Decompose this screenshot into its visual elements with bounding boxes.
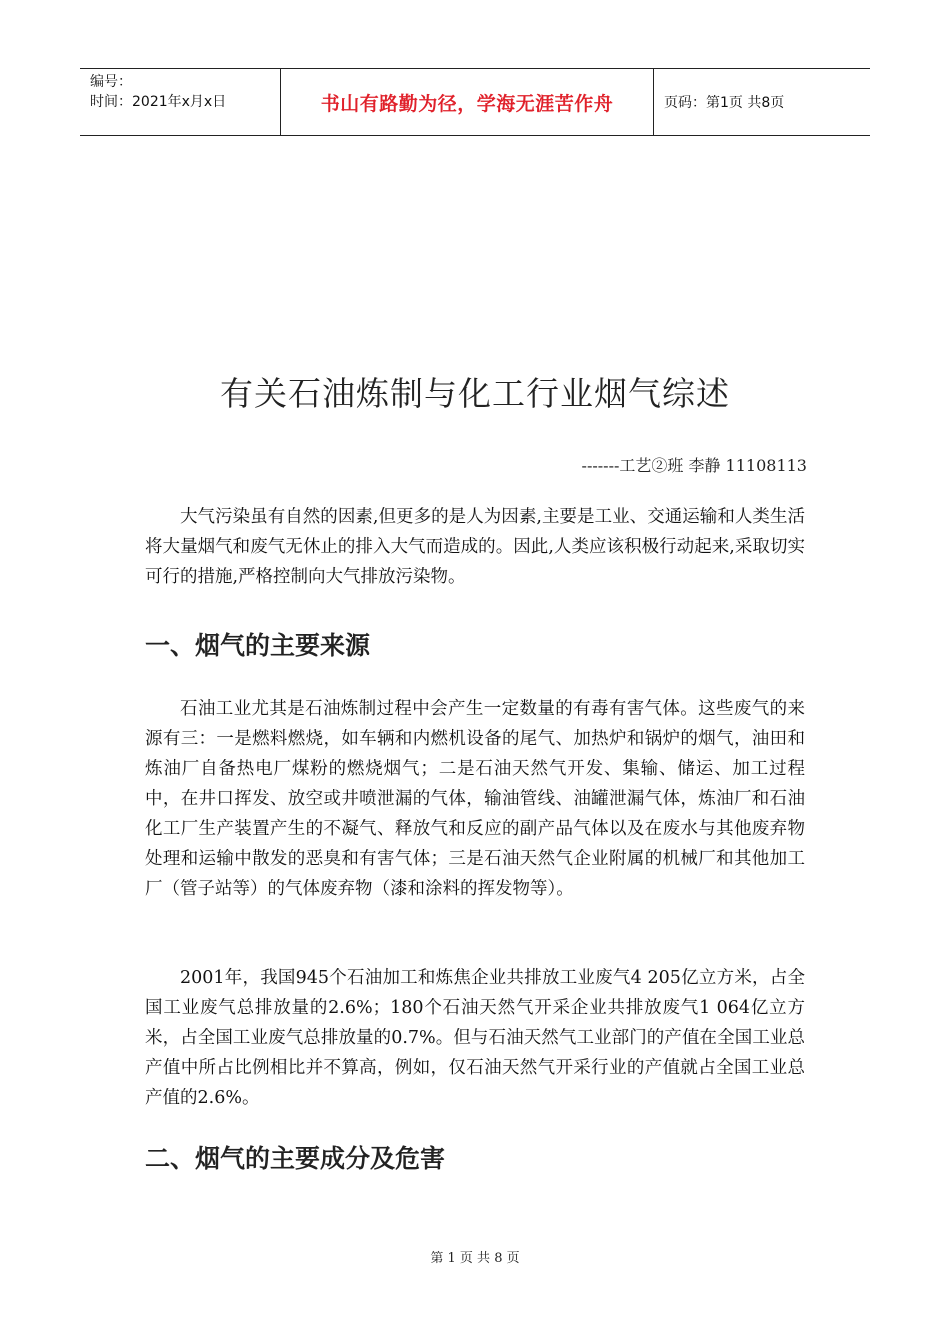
section2-heading: 二、烟气的主要成分及危害 xyxy=(145,1144,446,1173)
document-number-label: 编号： xyxy=(90,74,132,90)
header-table xyxy=(80,68,870,136)
section1-paragraph-1: 石油工业尤其是石油炼制过程中会产生一定数量的有毒有害气体。这些废气的来源有三：一是燃料燃烧，如车辆和内燃机设备的尾气、加热炉和锅炉的烟气，油田和炼油厂自备热电厂煤粉的燃烧烟气；二是石油天然气开发、集输、储运、加工过程中，在井口挥发、放空或井喷泄漏的气体，输油管线、油罐泄漏气体，炼油厂和石油化工厂生产装置产生的不凝气、释放气和反应的副产品气体以及在废水与其他废弃物处理和运输中散发的恶臭和有害气体；三是石油天然气企业附属的机械厂和其他加工厂（管子站等）的气体废弃物（漆和涂料的挥发物等）。 xyxy=(145,699,805,899)
section2-heading-block xyxy=(145,1139,805,1175)
header-motto: 书山有路勤为径，学海无涯苦作舟 xyxy=(281,69,654,135)
header-meta-cell xyxy=(80,69,281,135)
intro-paragraph: 大气污染虽有自然的因素,但更多的是人为因素,主要是工业、交通运输和人类生活将大量烟气和废气无休止的排入大气而造成的。因此,人类应该积极行动起来,采取切实可行的措施,严格控制向大气排放污染物。 xyxy=(145,507,805,587)
author-line: -------工艺②班 李静 11108113 xyxy=(581,456,807,475)
page-footer: 第 1 页 共 8 页 xyxy=(430,1251,520,1266)
intro-block xyxy=(145,502,805,592)
section1-paragraph-2: 2001年，我国945个石油加工和炼焦企业共排放工业废气4 205亿立方米，占全国工业废气总排放量的2.6%；180个石油天然气开采企业共排放废气1 064亿立方米，占全国工业废气总排放量的0.7%。但与石油天然气工业部门的产值在全国工业总产值中所占比例相比并不算高，例如，仅石油天然气开采行业的产值就占全国工业总产值的2.6%。 xyxy=(145,968,805,1108)
header-page-label: 页码：第1页 共8页 xyxy=(664,95,785,111)
document-title: 有关石油炼制与化工行业烟气综述 xyxy=(220,374,730,413)
section1-heading-block xyxy=(145,626,805,662)
document-time-label: 时间：2021年x月x日 xyxy=(90,94,227,110)
section1-para1-block xyxy=(145,694,805,904)
section1-para2-block xyxy=(145,963,805,1113)
section1-heading: 一、烟气的主要来源 xyxy=(145,631,371,660)
